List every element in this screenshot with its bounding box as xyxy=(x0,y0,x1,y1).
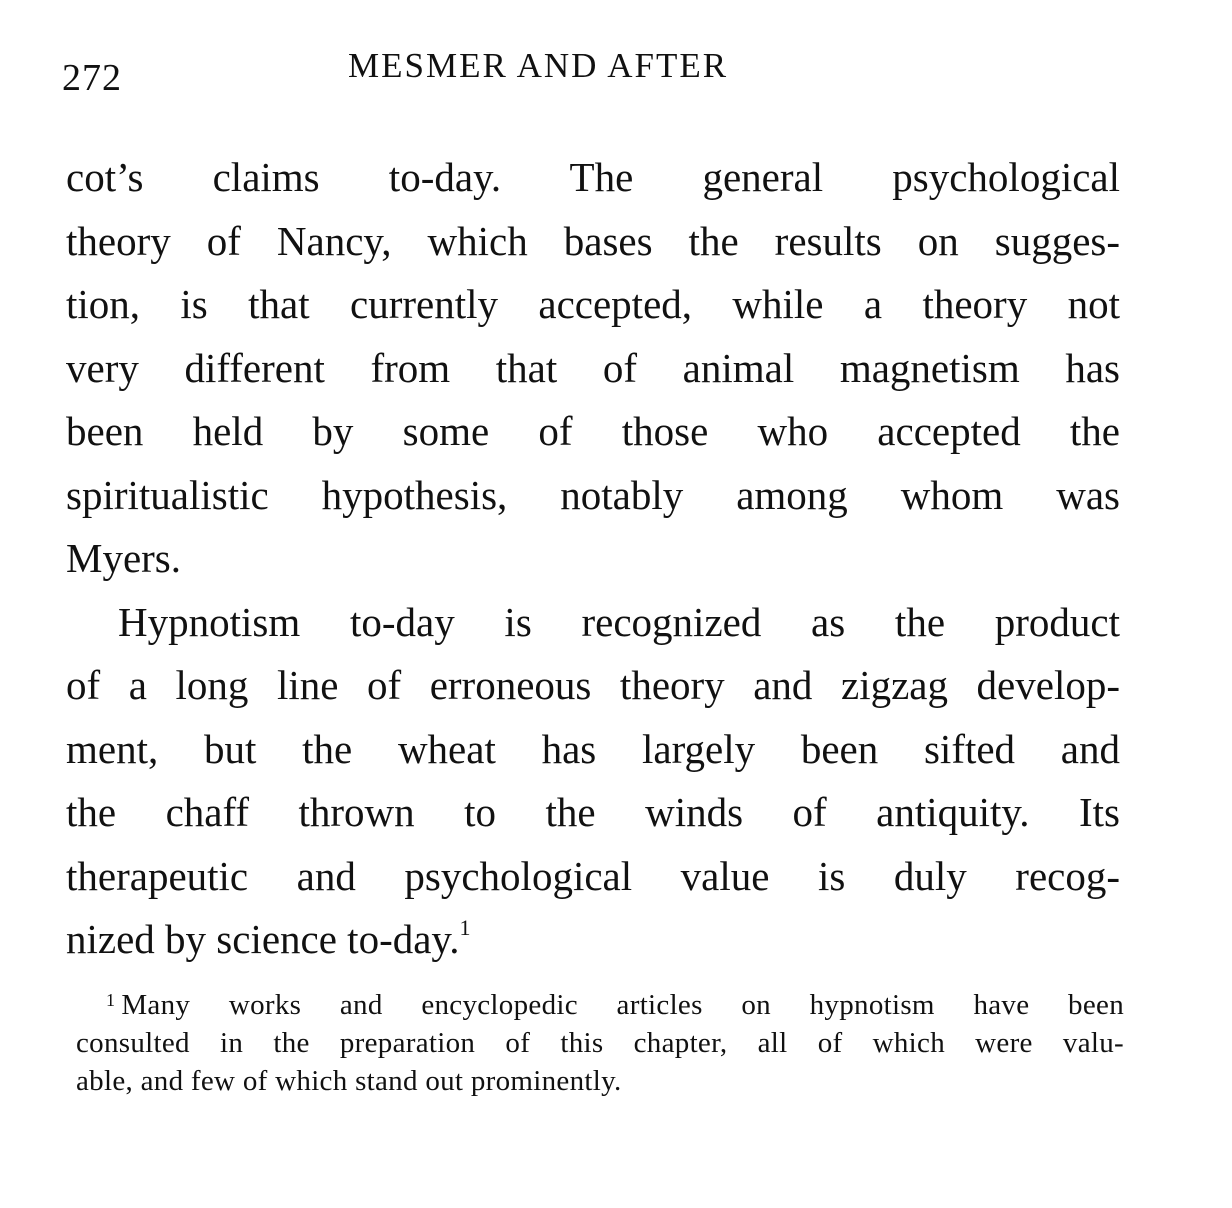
page-header xyxy=(62,46,1122,106)
footnote-marker: 1 xyxy=(106,990,116,1010)
footnote-reference: 1 xyxy=(459,915,471,940)
text-line: of a long line of erroneous theory and zigzag develop- xyxy=(66,662,1120,708)
text-line: the chaff thrown to the winds of antiquity. Its xyxy=(66,789,1120,835)
text-line-with-footnote-ref xyxy=(66,908,1120,972)
footnote-text: Many works and encyclopedic articles on hypnotism have been xyxy=(121,989,1124,1021)
text-line: cot’s claims to-day. The general psychological xyxy=(66,154,1120,200)
text-line: Hypnotism to-day is recognized as the product xyxy=(118,598,1120,645)
text-line: therapeutic and psychological value is duly recog- xyxy=(66,852,1120,899)
footnote-line: able, and few of which stand out prominently. xyxy=(76,1065,622,1097)
paragraph-2 xyxy=(66,591,1120,972)
text-line: tion, is that currently accepted, while a theory not xyxy=(66,281,1120,327)
running-head: MESMER AND AFTER xyxy=(348,46,729,85)
text-line: theory of Nancy, which bases the results on sugges- xyxy=(66,217,1120,264)
text-line: Myers. xyxy=(66,535,182,581)
footnote-line: consulted in the preparation of this chapter, all of which were valu- xyxy=(76,1027,1124,1059)
text-line: very different from that of animal magnetism has xyxy=(66,344,1120,391)
footnote-line xyxy=(76,986,1124,1024)
text-line: ment, but the wheat has largely been sifted and xyxy=(66,725,1120,772)
body-text xyxy=(66,146,1120,972)
text-line: spiritualistic hypothesis, notably among whom was xyxy=(66,471,1120,518)
page-number: 272 xyxy=(62,57,122,99)
paragraph-1 xyxy=(66,146,1120,591)
text-line: nized by science to-day. xyxy=(66,916,460,962)
text-line: been held by some of those who accepted the xyxy=(66,408,1120,454)
footnote xyxy=(76,986,1124,1100)
